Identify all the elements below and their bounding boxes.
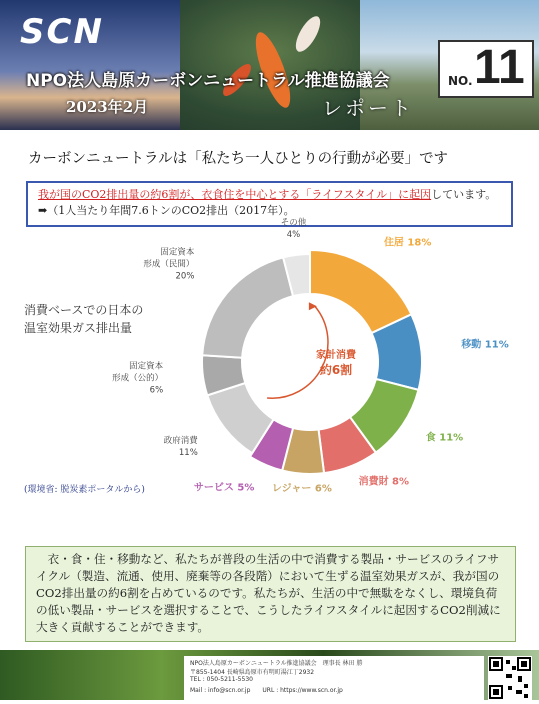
contact-card	[184, 656, 484, 700]
contact-address: 〒855-1404 長崎県島原市有明町湯江丁2932	[190, 669, 315, 676]
donut-label-8: 固定資本形成（民間） 20%	[143, 247, 195, 282]
issue-number: 11	[474, 41, 525, 94]
chart-title-line1: 消費ベースでの日本の	[24, 303, 144, 317]
report-date: 2023年2月	[66, 98, 149, 116]
headline: カーボンニュートラルは「私たち一人ひとりの行動が必要」です	[28, 151, 449, 167]
issue-prefix: NO.	[448, 74, 473, 88]
donut-label-6: 政府消費 11%	[163, 436, 198, 459]
donut-label-9: その他 4%	[280, 218, 307, 241]
donut-center-label: 約6割	[319, 363, 353, 377]
donut-label-1: 移動 11%	[461, 339, 509, 351]
arrow-head-icon	[309, 302, 317, 310]
scn-logo: SCN	[20, 12, 104, 52]
donut-slice-8	[202, 257, 293, 357]
donut-center-label: 家計消費	[316, 350, 356, 361]
key-fact-rest: しています。 ➡（1人当たり年間7.6トンのCO2排出（2017年）。	[38, 188, 497, 217]
key-fact-highlight: 我が国のCO2排出量の約6割が、衣食住を中心とする「ライフスタイル」に起因	[38, 188, 432, 201]
donut-label-4: レジャー 6%	[271, 483, 332, 495]
contact-org: NPO法人島原カーボンニュートラル推進協議会 理事長 林田 勝	[190, 660, 363, 667]
donut-label-2: 食 11%	[425, 432, 464, 444]
report-label: レポート	[322, 96, 414, 120]
contact-tel: TEL : 050-5211-5530	[190, 676, 253, 683]
source-note: (環境省: 脱炭素ポータルから)	[24, 485, 145, 495]
chart-title-line2: 温室効果ガス排出量	[24, 321, 133, 335]
donut-label-0: 住居 18%	[383, 237, 432, 249]
contact-mail-url: Mail : info@scn.or.jp URL : https://www.scn.or.jp	[190, 687, 343, 694]
qr-code-icon	[488, 656, 532, 700]
explanation-box: 衣・食・住・移動など、私たちが普段の生活の中で消費する製品・サービスのライフサイクル（製造、流通、使用、廃棄等の各段階）において生ずる温室効果ガスが、我が国のCO2排出量の約6割を占めているのです。私たちが、生活の中で無駄をなくし、環境負荷の低い製品・サービスを選択することで、こうしたライフスタイルに起因するCO2削減に大きく貢献することができます。	[25, 546, 516, 642]
donut-label-3: 消費財 8%	[358, 476, 410, 488]
donut-label-7: 固定資本形成（公的） 6%	[112, 361, 164, 396]
organization-name: NPO法人島原カーボンニュートラル推進協議会	[26, 71, 390, 91]
footer-banner	[0, 650, 539, 700]
donut-label-5: サービス 5%	[193, 482, 255, 494]
